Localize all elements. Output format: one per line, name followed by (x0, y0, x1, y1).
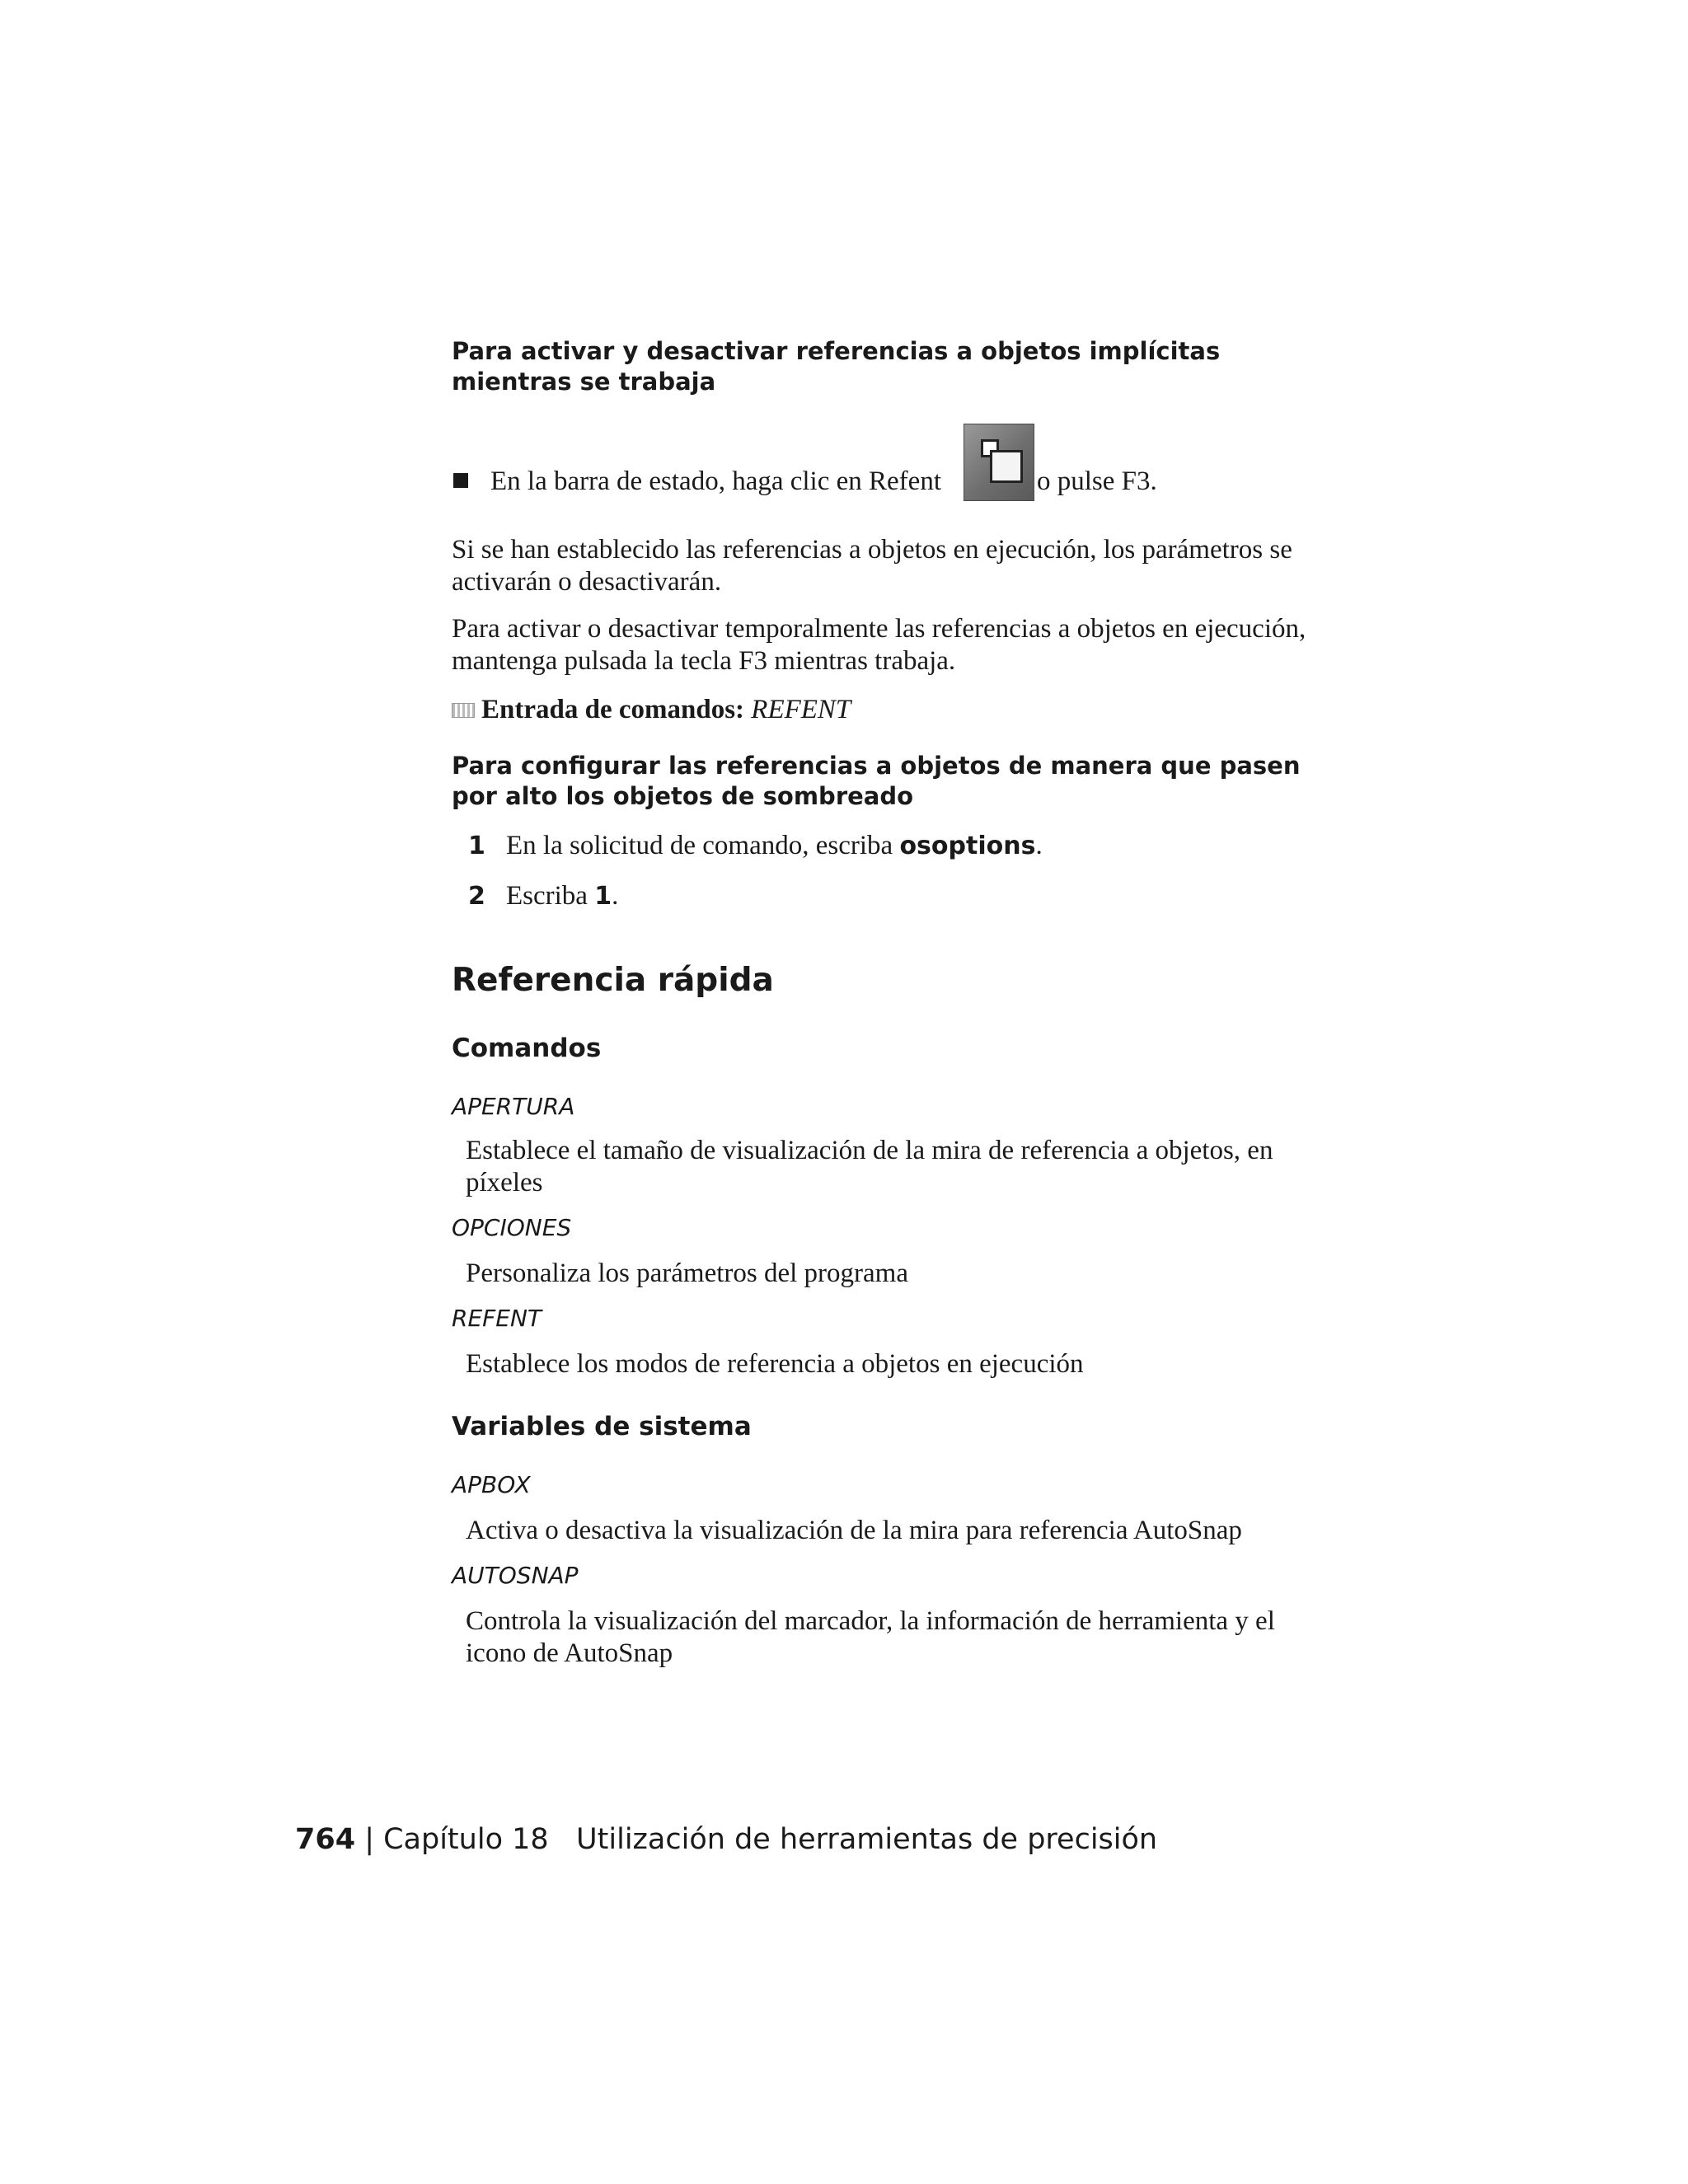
subsection-title: Comandos (452, 1033, 602, 1063)
list-item (452, 880, 1342, 912)
bullet-text-after: o pulse F3. (1037, 466, 1157, 496)
sysvar-description: Activa o desactiva la visualización de la mira para referencia AutoSnap (466, 1516, 1242, 1545)
step-text: Escriba (506, 881, 588, 911)
step-punct: . (1035, 831, 1043, 860)
step-text: En la solicitud de comando, escriba (506, 831, 893, 860)
paragraph: Para activar o desactivar temporalmente las referencias a objetos en ejecución, mantenga pulsada la tecla F3 mientras trabaja. (452, 614, 1306, 676)
step-bold: osoptions (899, 832, 1036, 860)
command-entry (452, 694, 1342, 726)
sysvar-description: Controla la visualización del marcador, la información de herramienta y el icono de AutoSnap (466, 1606, 1275, 1668)
bullet-text: En la barra de estado, haga clic en Refent (490, 466, 941, 496)
command-description: Personaliza los parámetros del programa (466, 1258, 908, 1288)
command-description: Establece el tamaño de visualización de la mira de referencia a objetos, en píxeles (466, 1136, 1273, 1197)
section-title: Referencia rápida (452, 962, 774, 999)
command-term: REFENT (452, 1305, 542, 1332)
bullet-item (452, 424, 1342, 506)
subsection-title: Variables de sistema (452, 1412, 752, 1441)
step-number: 1 (468, 832, 485, 860)
sysvar-term: APBOX (452, 1471, 531, 1498)
object-snap-icon (964, 424, 1034, 501)
command-entry-value: REFENT (751, 695, 851, 724)
bullet-square (453, 473, 468, 488)
command-term: APERTURA (452, 1093, 575, 1120)
keyboard-icon (452, 703, 475, 718)
page-footer (295, 1823, 1157, 1856)
procedure-heading: Para activar y desactivar referencias a objetos implícitas mientras se trabaja (452, 337, 1221, 396)
page-number: 764 (295, 1823, 356, 1856)
step-bold: 1 (594, 882, 612, 911)
command-term: OPCIONES (452, 1214, 572, 1241)
command-description: Establece los modos de referencia a objetos en ejecución (466, 1349, 1084, 1379)
list-item (452, 830, 1342, 862)
sysvar-term: AUTOSNAP (452, 1562, 579, 1589)
chapter-label: Capítulo 18 (383, 1823, 549, 1856)
footer-separator: | (355, 1823, 384, 1856)
command-entry-label: Entrada de comandos: (481, 695, 745, 724)
paragraph: Si se han establecido las referencias a objetos en ejecución, los parámetros se activarán o desactivarán. (452, 535, 1292, 597)
procedure-heading: Para configurar las referencias a objetos de manera que pasen por alto los objetos de sombreado (452, 752, 1301, 810)
step-number: 2 (468, 882, 485, 911)
page-content (452, 336, 1342, 1670)
step-punct: . (612, 881, 619, 911)
chapter-title: Utilización de herramientas de precisión (576, 1823, 1158, 1856)
